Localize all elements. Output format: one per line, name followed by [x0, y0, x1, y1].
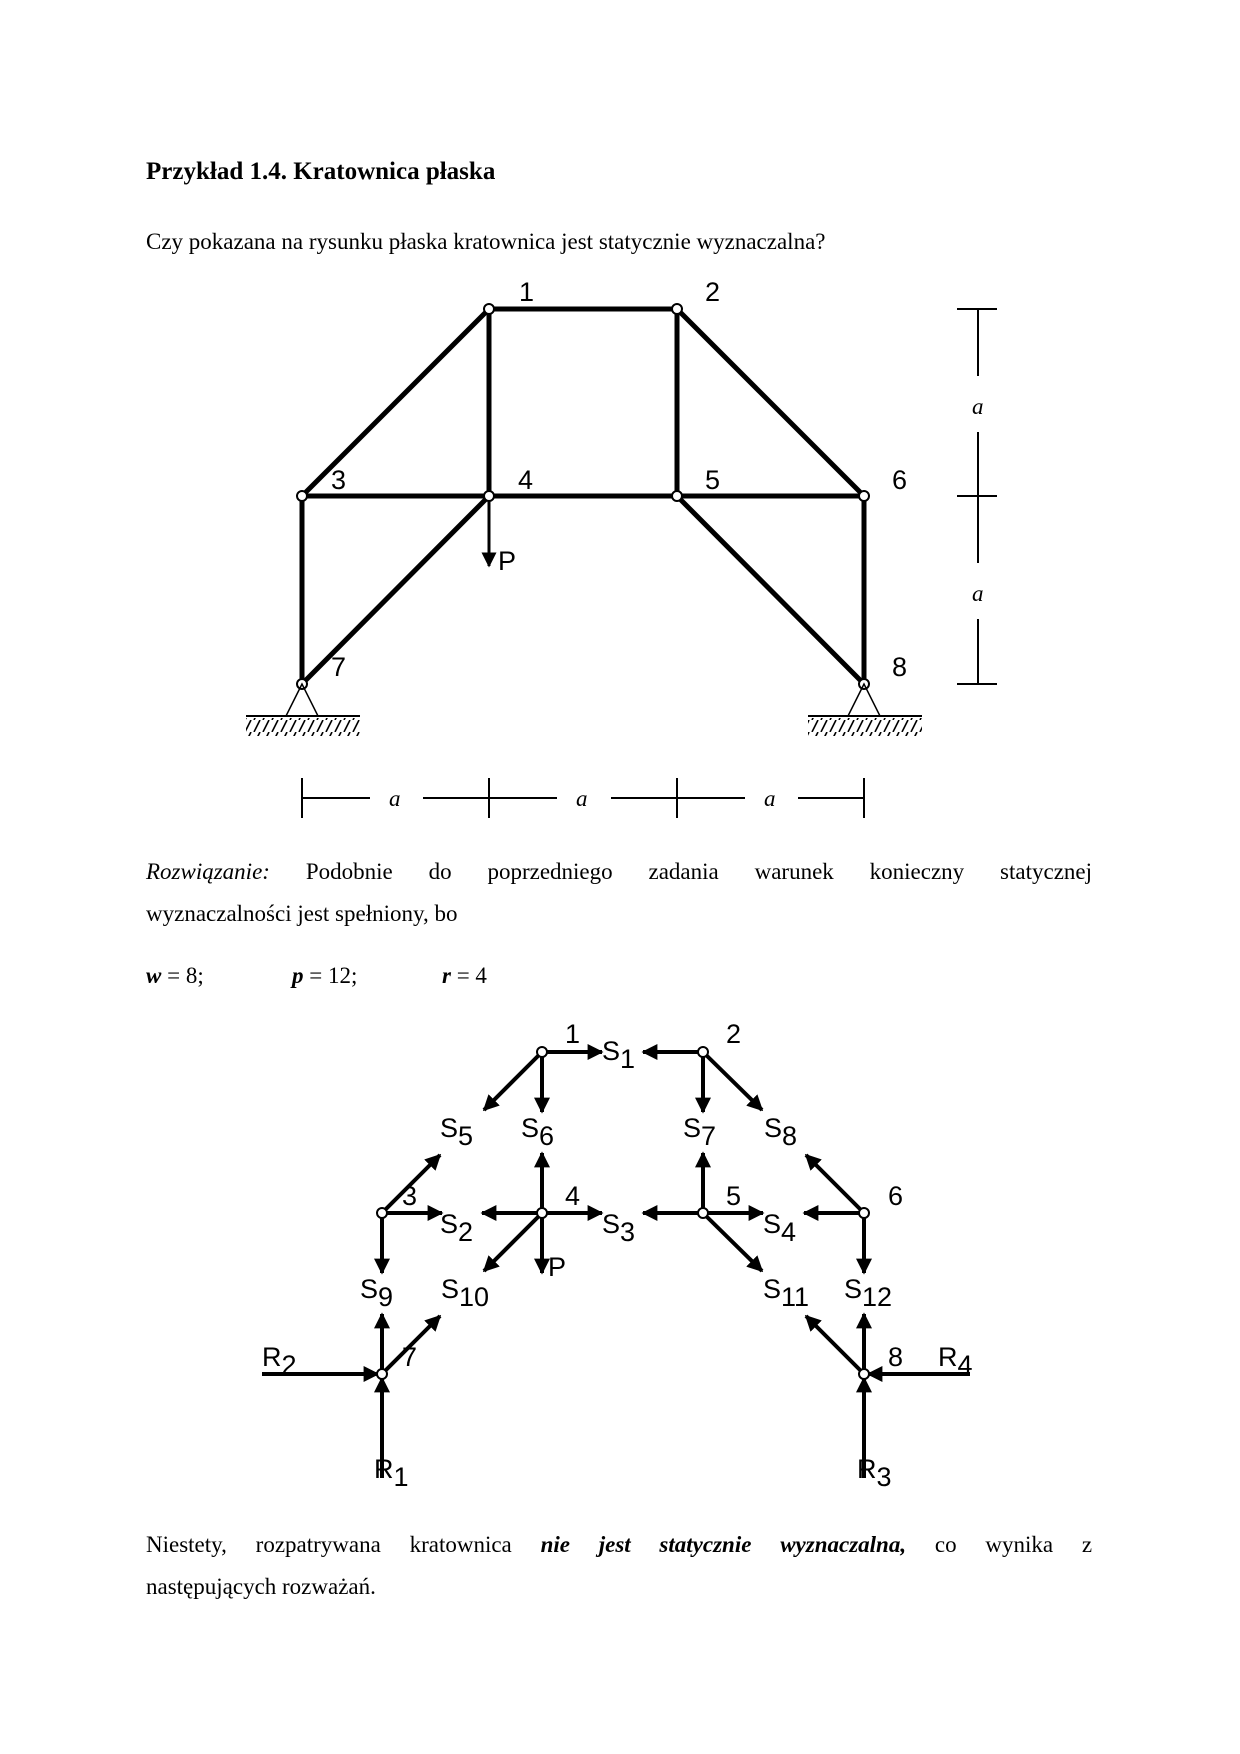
node-label: 4 [518, 465, 534, 495]
question-text: Czy pokazana na rysunku płaska kratownica jest statycznie wyznaczalna? [146, 229, 826, 254]
node-label: 1 [519, 277, 535, 307]
node-label: 7 [402, 1342, 418, 1372]
bar-5-8 [677, 496, 864, 684]
node-label: 5 [705, 465, 721, 495]
svg-text:R1: R1 [374, 1454, 409, 1492]
load-label: P [548, 1252, 567, 1282]
vertical-dimension [957, 309, 997, 684]
dim-label: a [972, 581, 984, 606]
node-label: 3 [331, 465, 347, 495]
node-label: 2 [726, 1019, 742, 1049]
svg-text:R3: R3 [857, 1454, 892, 1492]
conclusion-emphasis: nie jest statycznie wyznaczalna, [540, 1532, 907, 1557]
support-right [808, 684, 922, 736]
svg-text:R2: R2 [262, 1342, 297, 1380]
node-label: 5 [726, 1181, 742, 1211]
svg-text:S2: S2 [440, 1209, 474, 1247]
truss-bars [302, 309, 864, 684]
count-r: r = 4 [442, 963, 487, 988]
free-body-diagram [0, 1010, 1240, 1530]
node-label: 8 [888, 1342, 904, 1372]
conclusion-paragraph: Niestety, rozpatrywana kratownica nie jest statycznie wyznaczalna, co wynika z [146, 1532, 1093, 1557]
svg-text:S3: S3 [602, 1209, 636, 1247]
solution-label: Rozwiązanie: [146, 859, 270, 884]
force-labels [360, 1036, 892, 1312]
dim-label: a [972, 394, 984, 419]
node-label: 6 [892, 465, 908, 495]
support-left [246, 684, 360, 736]
svg-text:S12: S12 [844, 1274, 893, 1312]
svg-text:S7: S7 [683, 1113, 717, 1151]
svg-text:R4: R4 [938, 1342, 973, 1380]
dim-label: a [764, 786, 776, 811]
force-arrows [262, 1052, 970, 1478]
node-label: 2 [705, 277, 721, 307]
load-label: P [498, 546, 517, 576]
node-label: 4 [565, 1181, 581, 1211]
svg-text:S8: S8 [764, 1113, 798, 1151]
svg-text:S4: S4 [763, 1209, 797, 1247]
solution-text-1: Podobnie do poprzedniego zadania warunek konieczny statycznej [305, 859, 1092, 884]
svg-text:S11: S11 [763, 1274, 810, 1312]
solution-paragraph [146, 850, 1092, 893]
count-p: p = 12; [292, 963, 358, 988]
page-title: Przykład 1.4. Kratownica płaska [146, 158, 496, 185]
svg-text:S6: S6 [521, 1113, 555, 1151]
node-label: 1 [565, 1019, 581, 1049]
conclusion-text-2: następujących rozważań. [146, 1574, 376, 1599]
dim-label: a [389, 786, 401, 811]
solution-text-2: wyznaczalności jest spełniony, bo [146, 901, 458, 926]
dim-label: a [576, 786, 588, 811]
node-label: 7 [331, 652, 347, 682]
node-label: 8 [892, 652, 908, 682]
node-label: 6 [888, 1181, 904, 1211]
svg-text:S9: S9 [360, 1274, 394, 1312]
svg-text:S1: S1 [602, 1036, 636, 1074]
node-label: 3 [402, 1181, 418, 1211]
count-w: w = 8; [146, 963, 204, 988]
svg-text:S5: S5 [440, 1113, 474, 1151]
truss-diagram [0, 0, 1240, 830]
svg-text:S10: S10 [441, 1274, 490, 1312]
